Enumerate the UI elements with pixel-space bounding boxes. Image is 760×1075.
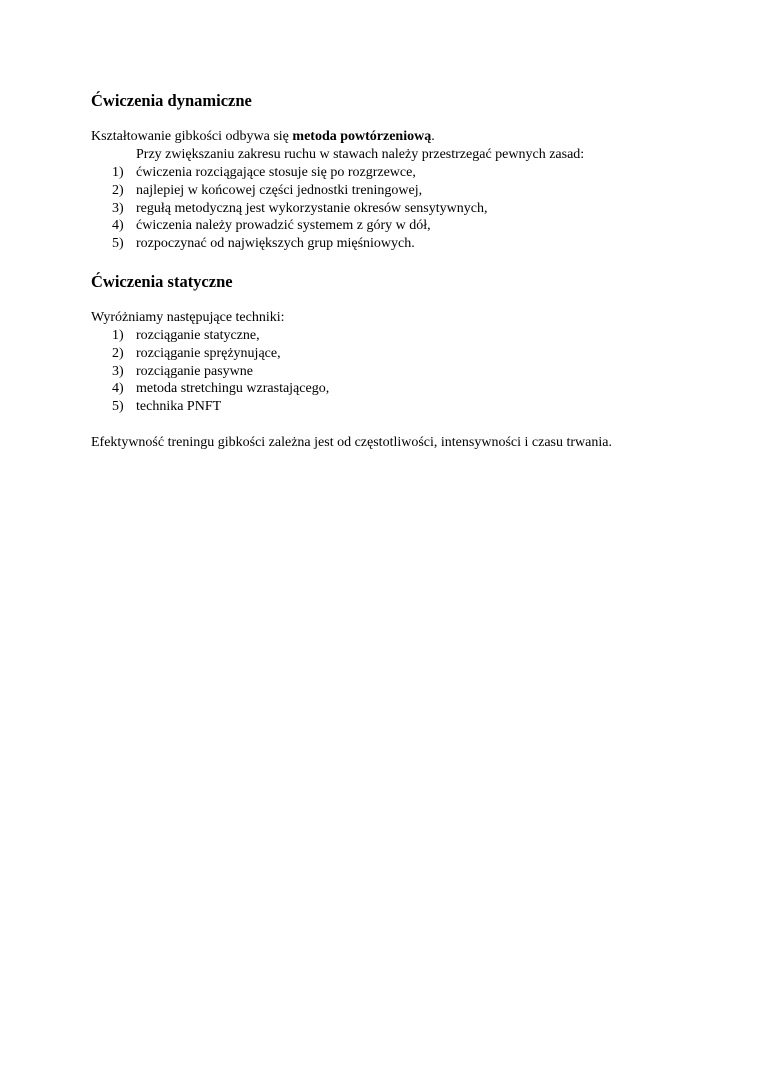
paragraph-intro-dynamic [91,128,691,146]
section-heading-dynamic: Ćwiczenia dynamiczne [91,91,252,110]
list-text: ćwiczenia rozciągające stosuje się po rozgrzewce, [136,165,416,180]
list-text: rozciąganie pasywne [136,363,253,379]
list-number: 4) [112,218,124,234]
list-number: 1) [112,327,124,343]
list-item [91,327,691,345]
list-text: metoda stretchingu wzrastającego, [136,381,330,397]
list-item [91,363,691,381]
list-number: 5) [112,399,124,415]
list-number: 5) [112,236,124,252]
list-text: najlepiej w końcowej części jednostki treningowej, [136,182,423,198]
list-text: technika PNFT [136,399,222,415]
list-number: 2) [112,345,124,361]
list-text: rozpoczynać od największych grup mięśniowych. [136,236,415,252]
list-text: ćwiczenia należy prowadzić systemem z góry w dół, [136,218,431,234]
intro-suffix: . [431,129,435,144]
list-text: regułą metodyczną jest wykorzystanie okresów sensytywnych, [136,200,488,216]
list-item [91,380,691,398]
list-number: 4) [112,381,124,397]
list-item [91,182,691,200]
paragraph-closing: Efektywność treningu gibkości zależna jest od częstotliwości, intensywności i czasu trwania. [91,434,612,450]
list-item [91,345,691,363]
techniques-list [91,327,691,416]
paragraph-rules-intro: Przy zwiększaniu zakresu ruchu w stawach należy przestrzegać pewnych zasad: [136,147,585,162]
rules-list [91,164,691,253]
list-item [91,164,691,182]
list-text: rozciąganie sprężynujące, [136,345,281,361]
list-number: 1) [112,165,124,180]
list-number: 3) [112,200,124,216]
list-item [91,217,691,235]
intro-prefix: Kształtowanie gibkości odbywa się [91,129,293,144]
list-item [91,235,691,253]
document-content [91,90,691,452]
list-item [91,200,691,218]
list-number: 3) [112,363,124,379]
list-item [91,398,691,416]
paragraph-intro-static: Wyróżniamy następujące techniki: [91,309,285,325]
list-number: 2) [112,182,124,198]
intro-bold-method: metoda powtórzeniową [292,129,432,144]
list-text: rozciąganie statyczne, [136,327,260,343]
section-heading-static: Ćwiczenia statyczne [91,271,233,291]
